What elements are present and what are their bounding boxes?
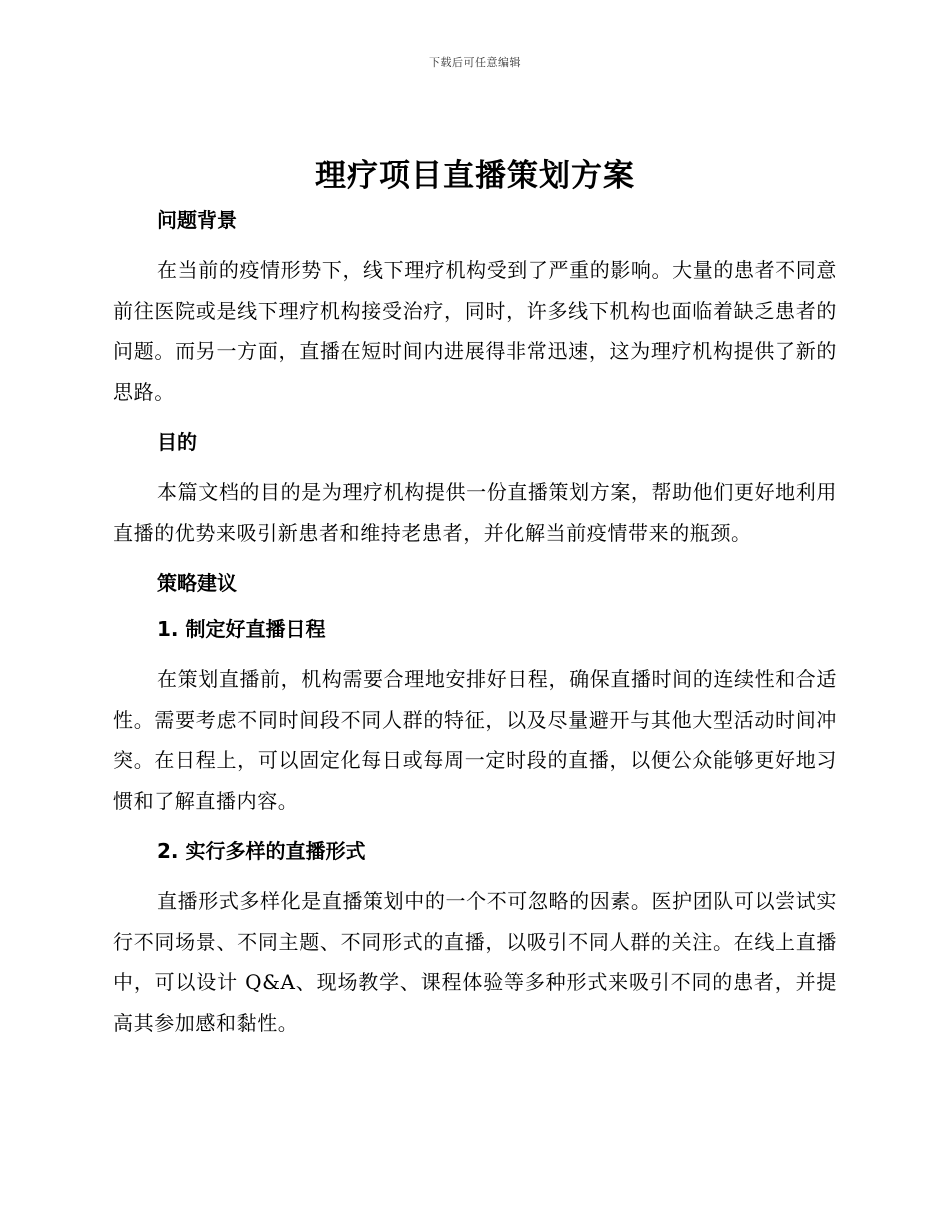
strategy-item-heading: 1. 制定好直播日程 [157, 617, 326, 641]
section-text-purpose: 本篇文档的目的是为理疗机构提供一份直播策划方案，帮助他们更好地利用直播的优势来吸引新患者和维持老患者，并化解当前疫情带来的瓶颈。 [113, 480, 837, 545]
strategy-item-heading: 2. 实行多样的直播形式 [157, 839, 366, 863]
document-title: 理疗项目直播策划方案 [315, 158, 635, 194]
section-heading-background: 问题背景 [157, 208, 237, 232]
header-note: 下载后可任意编辑 [429, 56, 521, 69]
document-body [113, 204, 837, 1043]
section-heading-strategy: 策略建议 [157, 571, 237, 595]
section-heading-purpose: 目的 [157, 430, 197, 454]
strategy-item-text: 直播形式多样化是直播策划中的一个不可忽略的因素。医护团队可以尝试实行不同场景、不同主题、不同形式的直播，以吸引不同人群的关注。在线上直播中，可以设计 Q&A、现场教学、课程体验等多种形式来吸引不同的患者，并提高其参加感和黏性。 [113, 889, 837, 1035]
section-text-background: 在当前的疫情形势下，线下理疗机构受到了严重的影响。大量的患者不同意前往医院或是线下理疗机构接受治疗，同时，许多线下机构也面临着缺乏患者的问题。而另一方面，直播在短时间内进展得非常迅速，这为理疗机构提供了新的思路。 [113, 258, 837, 404]
strategy-item-text: 在策划直播前，机构需要合理地安排好日程，确保直播时间的连续性和合适性。需要考虑不同时间段不同人群的特征，以及尽量避开与其他大型活动时间冲突。在日程上，可以固定化每日或每周一定时段的直播，以便公众能够更好地习惯和了解直播内容。 [113, 667, 837, 813]
